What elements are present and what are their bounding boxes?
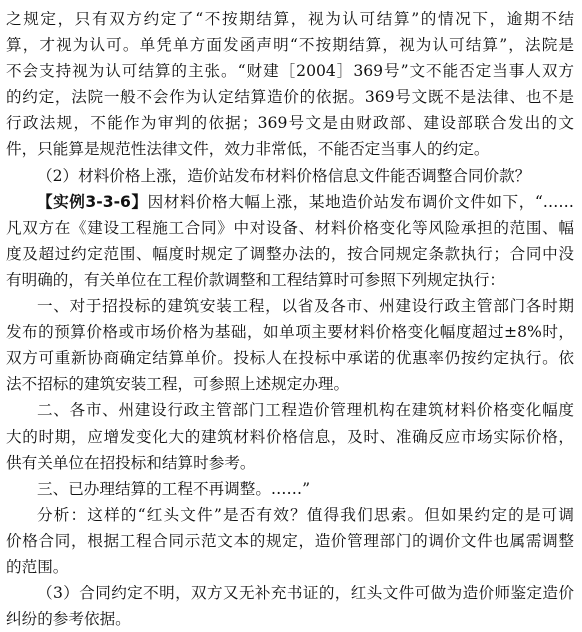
analysis-line-2: 价格合同，根据工程合同示范文本的规定，造价管理部门的调价文件也属需调整 xyxy=(6,531,574,550)
clause-1-line-2: 发布的预算价格或市场价格为基础，如单项主要材料价格变化幅度超过±8%时， xyxy=(6,323,574,342)
example-label: 【实例3-3-6】 xyxy=(37,192,148,211)
text-line-3: 不会支持视为认可结算的主张。“财建［2004］369号”文不能否定当事人双方 xyxy=(6,62,574,81)
question-3-line-2: 纠纷的参考依据。 xyxy=(6,610,131,629)
text-line-10: 度及超过约定范围、幅度时规定了调整办法的，按合同规定条款执行；合同中没 xyxy=(6,244,574,263)
text-line-6: 件，只能算是规范性法律文件，效力非常低，不能否定当事人的约定。 xyxy=(6,140,490,159)
analysis-line-1: 分析：这样的“红头文件”是否有效？值得我们思索。但如果约定的是可调 xyxy=(37,505,574,524)
text-line-4: 的约定，法院一般不会作为认定结算造价的依据。369号文既不是法律、也不是 xyxy=(6,88,574,107)
clause-2-line-2: 大的时期，应增发变化大的建筑材料价格信息，及时、准确反应市场实际价格， xyxy=(6,427,574,446)
clause-2-line-1: 二、各市、州建设行政主管部门工程造价管理机构在建筑材料价格变化幅度 xyxy=(37,401,574,420)
question-3-line-1: （3）合同约定不明，双方又无补充书证的，红头文件可做为造价师鉴定造价 xyxy=(37,584,574,603)
example-3-3-6-heading xyxy=(6,189,574,215)
clause-1-line-1: 一、对于招投标的建筑安装工程，以省及各市、州建设行政主管部门各时期 xyxy=(37,297,574,316)
question-2-heading: （2）材料价格上涨，造价站发布材料价格信息文件能否调整合同价款？ xyxy=(37,166,531,185)
clause-1-line-4: 法不招标的建筑安装工程，可参照上述规定办理。 xyxy=(6,375,350,394)
text-line-5: 行政法规，不能作为审判的依据；369号文是由财政部、建设部联合发出的文 xyxy=(6,114,574,133)
text-line-11: 有明确的，有关单位在工程价款调整和工程结算时可参照下列规定执行： xyxy=(6,270,506,289)
clause-3-line-1: 三、已办理结算的工程不再调整。……” xyxy=(37,479,311,498)
example-intro-text: 因材料价格大幅上涨，某地造价站发布调价文件如下，“…… xyxy=(147,192,574,211)
clause-2-line-3: 供有关单位在招投标和结算时参考。 xyxy=(6,453,256,472)
clause-1-line-3: 双方可重新协商确定结算单价。投标人在投标中承诺的优惠率仍按约定执行。依 xyxy=(6,349,574,368)
analysis-line-3: 的范围。 xyxy=(6,557,69,576)
text-line-1: 之规定，只有双方约定了“不按期结算，视为认可结算”的情况下，逾期不结 xyxy=(6,10,574,28)
text-line-2: 算，才视为认可。单凭单方面发函声明“不按期结算，视为认可结算”，法院是 xyxy=(6,36,574,55)
text-line-9: 凡双方在《建设工程施工合同》中对设备、材料价格变化等风险承担的范围、幅 xyxy=(6,218,574,237)
